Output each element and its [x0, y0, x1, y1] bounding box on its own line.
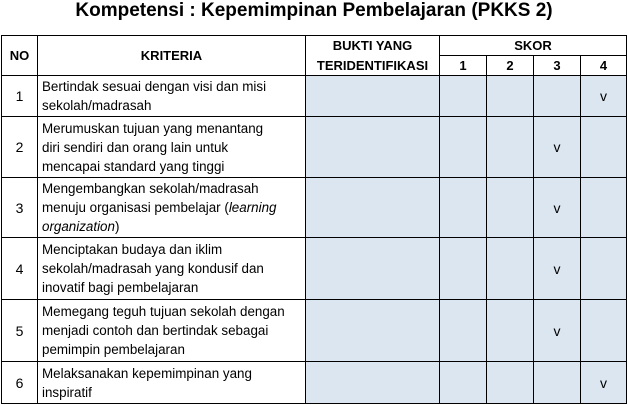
score-cell-4[interactable] — [581, 300, 627, 362]
criteria-line: diri sendiri dan orang lain untuk — [42, 139, 229, 155]
criteria-line: menuju organisasi pembelajar ( — [42, 200, 229, 215]
criteria-italic: learning — [228, 200, 277, 215]
score-cell-1[interactable] — [440, 117, 487, 178]
header-skor-3: 3 — [534, 56, 581, 76]
score-cell-1[interactable] — [440, 300, 487, 362]
header-skor-2: 2 — [487, 56, 534, 76]
criteria-line: Melaksanakan kepemimpinan yang — [42, 365, 252, 381]
criteria-line: Memegang teguh tujuan sekolah dengan — [42, 304, 285, 319]
criteria-italic: organization — [42, 219, 115, 234]
table-row — [2, 117, 627, 178]
header-no: NO — [2, 36, 38, 76]
criteria-line: Merumuskan tujuan yang menantang — [42, 120, 264, 136]
header-bukti-line2: TERIDENTIFIKASI — [306, 56, 440, 76]
row-criteria — [38, 117, 306, 178]
score-cell-4[interactable] — [581, 238, 627, 300]
evidence-cell[interactable] — [306, 178, 440, 238]
criteria-line: menjadi contoh dan bertindak sebagai — [42, 323, 269, 338]
score-cell-3[interactable]: v — [534, 178, 581, 238]
score-cell-3[interactable]: v — [534, 300, 581, 362]
evidence-cell[interactable] — [306, 76, 440, 117]
row-number: 3 — [2, 178, 38, 238]
table-row — [2, 238, 627, 300]
evidence-cell[interactable] — [306, 238, 440, 300]
row-criteria — [38, 238, 306, 300]
score-cell-1[interactable] — [440, 238, 487, 300]
criteria-line: Bertindak sesuai dengan visi dan misi — [42, 79, 267, 94]
score-cell-4[interactable]: v — [581, 362, 627, 404]
criteria-line: sekolah/madrasah — [42, 98, 152, 113]
header-kriteria: KRITERIA — [38, 36, 306, 76]
score-cell-1[interactable] — [440, 76, 487, 117]
score-cell-2[interactable] — [487, 178, 534, 238]
score-cell-2[interactable] — [487, 300, 534, 362]
score-cell-2[interactable] — [487, 117, 534, 178]
evidence-cell[interactable] — [306, 117, 440, 178]
header-bukti-line1: BUKTI YANG — [306, 36, 440, 56]
row-criteria — [38, 178, 306, 238]
table-row — [2, 300, 627, 362]
evidence-cell[interactable] — [306, 300, 440, 362]
score-cell-2[interactable] — [487, 238, 534, 300]
header-skor-1: 1 — [440, 56, 487, 76]
criteria-line: inovatif bagi pembelajaran — [42, 280, 199, 295]
row-criteria — [38, 362, 306, 404]
page-title: Kompetensi : Kepemimpinan Pembelajaran (PKKS 2) — [75, 0, 553, 21]
row-number: 1 — [2, 76, 38, 117]
evidence-cell[interactable] — [306, 362, 440, 404]
score-cell-3[interactable]: v — [534, 117, 581, 178]
score-cell-3[interactable]: v — [534, 238, 581, 300]
table-row — [2, 76, 627, 117]
row-criteria — [38, 76, 306, 117]
table-row — [2, 178, 627, 238]
criteria-line: pemimpin pembelajaran — [42, 342, 185, 357]
criteria-line: sekolah/madrasah yang kondusif dan — [42, 261, 264, 276]
score-cell-3[interactable] — [534, 76, 581, 117]
row-number: 6 — [2, 362, 38, 404]
criteria-line: Menciptakan budaya dan iklim — [42, 242, 223, 257]
score-cell-2[interactable] — [487, 76, 534, 117]
score-cell-1[interactable] — [440, 362, 487, 404]
row-number: 2 — [2, 117, 38, 178]
score-cell-4[interactable]: v — [581, 76, 627, 117]
row-criteria — [38, 300, 306, 362]
score-cell-4[interactable] — [581, 178, 627, 238]
row-number: 5 — [2, 300, 38, 362]
criteria-line: inspiratif — [42, 384, 92, 400]
score-cell-2[interactable] — [487, 362, 534, 404]
header-skor-4: 4 — [581, 56, 627, 76]
row-number: 4 — [2, 238, 38, 300]
criteria-line: mencapai standard yang tinggi — [42, 158, 225, 174]
table-row — [2, 362, 627, 404]
header-skor: SKOR — [440, 36, 627, 56]
score-cell-4[interactable] — [581, 117, 627, 178]
assessment-table — [1, 35, 627, 404]
criteria-line: ) — [114, 219, 120, 234]
score-cell-3[interactable] — [534, 362, 581, 404]
score-cell-1[interactable] — [440, 178, 487, 238]
criteria-line: Mengembangkan sekolah/madrasah — [42, 181, 259, 196]
